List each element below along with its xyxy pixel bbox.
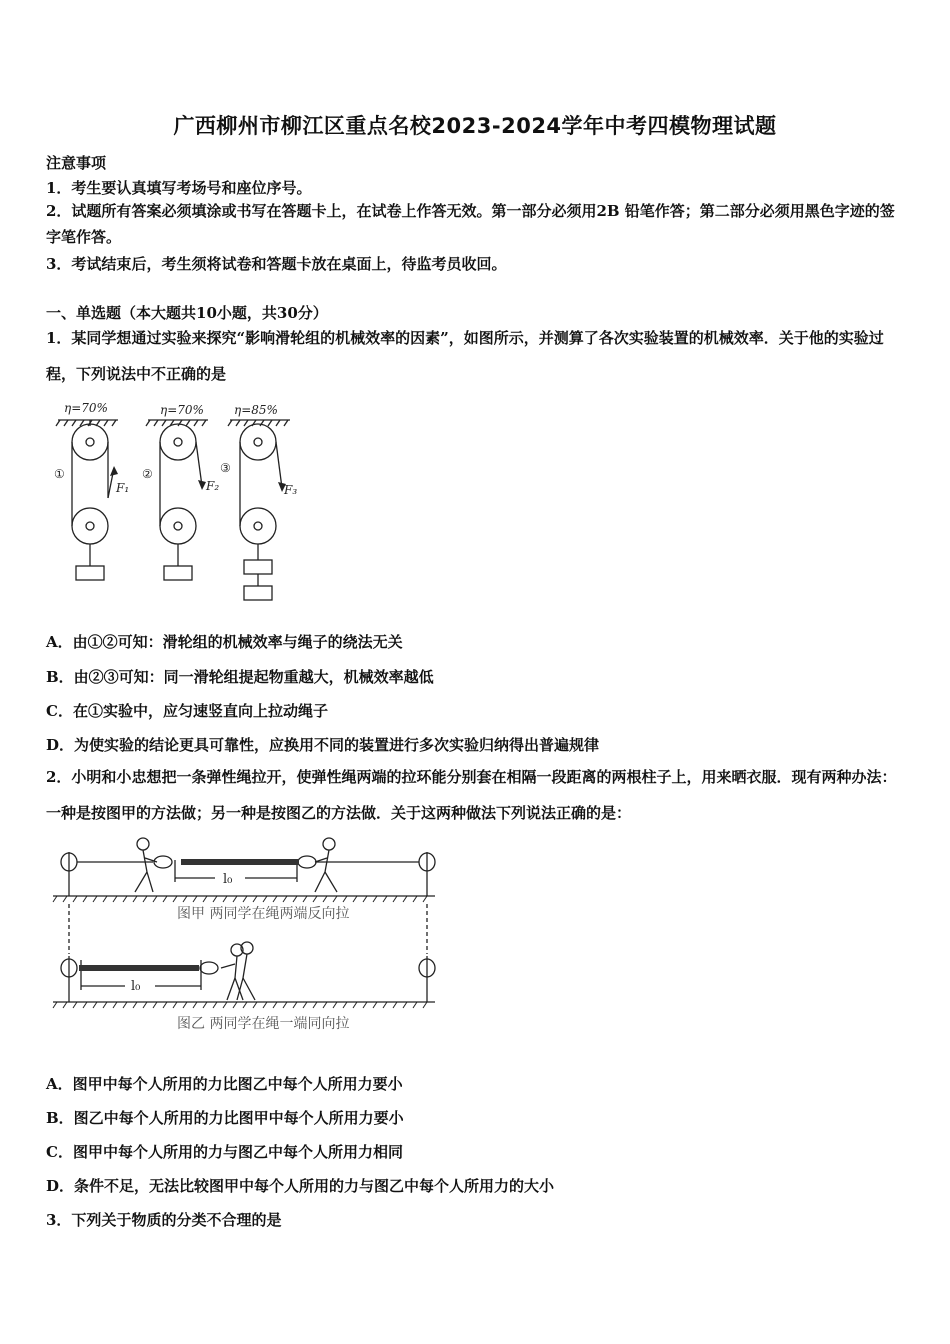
- length-label: l₀: [223, 872, 233, 887]
- answer-option: C．图甲中每个人所用的力与图乙中每个人所用力相同: [46, 1143, 403, 1161]
- efficiency-label: η=85%: [234, 403, 278, 417]
- exam-title: 广西柳州市柳江区重点名校2023-2024学年中考四模物理试题: [173, 114, 777, 138]
- question-2-stem: 2．小明和小忠想把一条弹性绳拉开，使弹性绳两端的拉环能分别套在相隔一段距离的两根柱子上，用来晒衣服．现有两种办法：一种是按图甲的方法做；另一种是按图乙的方法做．关于这两种做法下列说法正确的是：: [46, 768, 897, 822]
- notice-item: 2．试题所有答案必须填涂或书写在答题卡上，在试卷上作答无效。第一部分必须用2B 铅笔作答；第二部分必须用黑色字迹的签字笔作答。: [46, 202, 895, 246]
- efficiency-label: η=70%: [160, 403, 204, 417]
- answer-option: A．图甲中每个人所用的力比图乙中每个人所用力要小: [46, 1075, 403, 1093]
- answer-option: D．为使实验的结论更具可靠性，应换用不同的装置进行多次实验归纳得出普遍规律: [46, 736, 600, 754]
- force-label: F₁: [116, 481, 130, 495]
- figure-caption: 图甲 两同学在绳两端反向拉: [177, 906, 350, 922]
- question-1-stem: 1．某同学想通过实验来探究“影响滑轮组的机械效率的因素”，如图所示，并测算了各次实验装置的机械效率．关于他的实验过程，下列说法中不正确的是: [46, 329, 884, 383]
- setup-number: ②: [142, 467, 153, 481]
- section-heading: 一、单选题（本大题共10小题，共30分）: [46, 304, 328, 322]
- efficiency-label: η=70%: [64, 401, 108, 415]
- answer-option: A．由①②可知：滑轮组的机械效率与绳子的绕法无关: [46, 633, 403, 651]
- answer-option: D．条件不足，无法比较图甲中每个人所用的力与图乙中每个人所用力的大小: [46, 1177, 555, 1195]
- answer-option: C．在①实验中，应匀速竖直向上拉动绳子: [46, 702, 328, 720]
- answer-option: B．由②③可知：同一滑轮组提起物重越大，机械效率越低: [46, 668, 434, 686]
- length-label: l₀: [131, 979, 141, 994]
- answer-option: B．图乙中每个人所用的力比图甲中每个人所用力要小: [46, 1109, 404, 1127]
- notice-heading: 注意事项: [46, 154, 107, 172]
- force-label: F₃: [284, 483, 298, 497]
- notice-item: 3．考试结束后，考生须将试卷和答题卡放在桌面上，待监考员收回。: [46, 255, 507, 273]
- setup-number: ③: [220, 461, 231, 475]
- force-label: F₂: [206, 479, 220, 493]
- question-3-stem: 3．下列关于物质的分类不合理的是: [46, 1211, 282, 1229]
- notice-item: 1．考生要认真填写考场号和座位序号。: [46, 179, 312, 197]
- pulley-figure: [50, 398, 320, 608]
- figure-caption: 图乙 两同学在绳一端同向拉: [177, 1016, 350, 1032]
- setup-number: ①: [54, 467, 65, 481]
- rope-figure: [45, 830, 445, 1040]
